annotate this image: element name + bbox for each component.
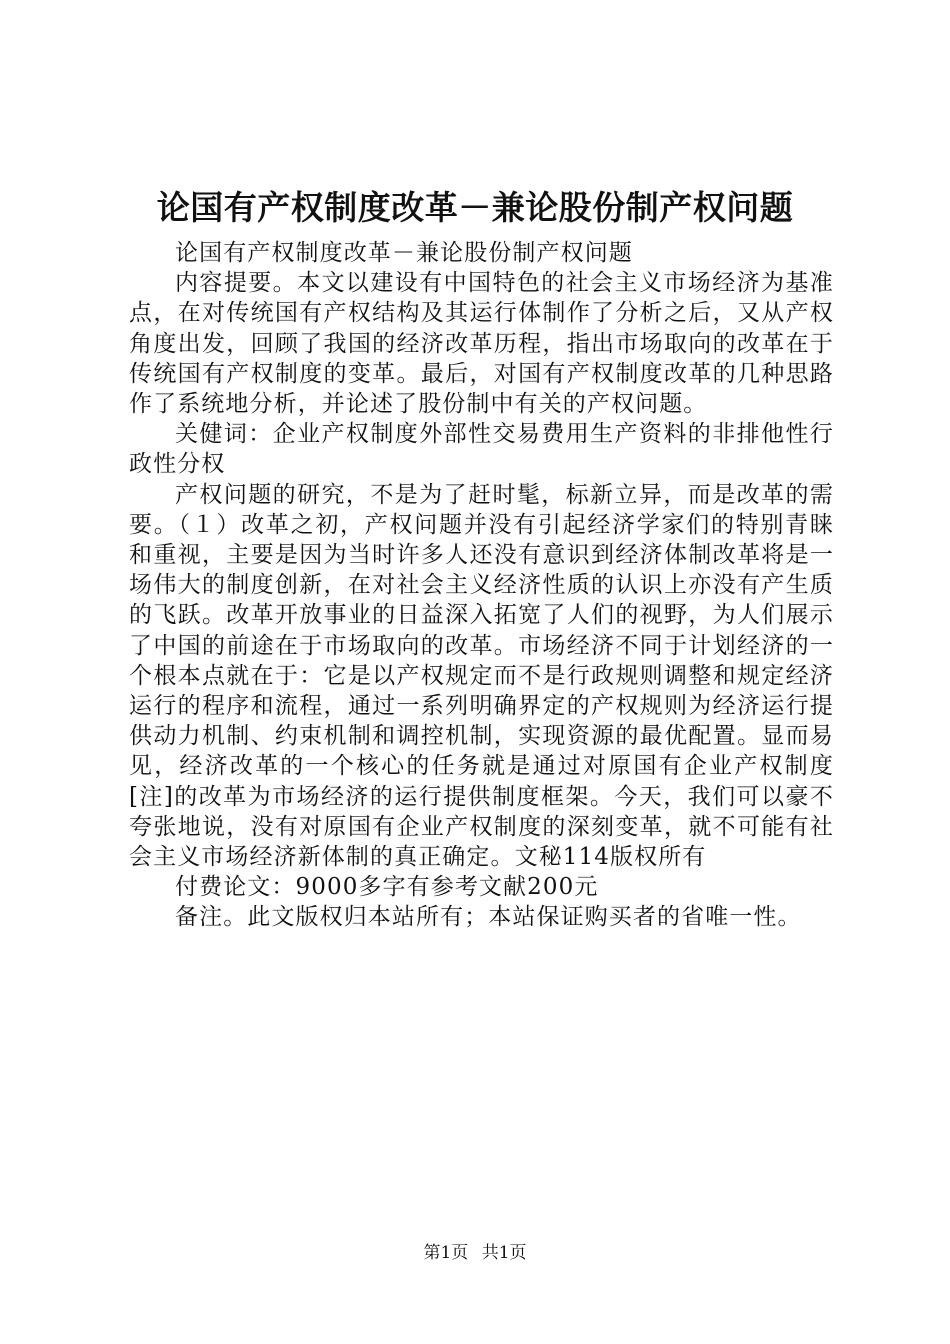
page-total: 共1页	[481, 1243, 527, 1263]
abstract-paragraph: 内容提要。本文以建设有中国特色的社会主义市场经济为基准点，在对传统国有产权结构及其运行体制作了分析之后，又从产权角度出发，回顾了我国的经济改革历程，指出市场取向的改革在于传统国有产权制度的变革。最后，对国有产权制度改革的几种思路作了系统地分析，并论述了股份制中有关的产权问题。	[129, 270, 834, 418]
subtitle-paragraph: 论国有产权制度改革－兼论股份制产权问题	[175, 240, 633, 266]
fee-paragraph: 付费论文：9000多字有参考文献200元	[175, 874, 599, 901]
page-number: 第1页	[423, 1243, 469, 1263]
note-paragraph: 备注。此文版权归本站所有；本站保证购买者的省唯一性。	[175, 904, 802, 931]
document-body	[129, 238, 834, 933]
keywords-paragraph: 关健词：企业产权制度外部性交易费用生产资料的非排他性行政性分权	[129, 421, 834, 478]
page-title: 论国有产权制度改革－兼论股份制产权问题	[156, 188, 794, 227]
main-paragraph: 产权问题的研究，不是为了赶时髦，标新立异，而是改革的需要。（１）改革之初，产权问题并没有引起经济学家们的特别青睐和重视，主要是因为当时许多人还没有意识到经济体制改革将是一场伟大的制度创新，在对社会主义经济性质的认识上亦没有产生质的飞跃。改革开放事业的日益深入拓宽了人们的视野，为人们展示了中国的前途在于市场取向的改革。市场经济不同于计划经济的一个根本点就在于：它是以产权规定而不是行政规则调整和规定经济运行的程序和流程，通过一系列明确界定的产权规则为经济运行提供动力机制、约束机制和调控机制，实现资源的最优配置。显而易见，经济改革的一个核心的任务就是通过对原国有企业产权制度[注]的改革为市场经济的运行提供制度框架。今天，我们可以豪不夸张地说，没有对原国有企业产权制度的深刻变革，就不可能有社会主义市场经济新体制的真正确定。文秘114版权所有	[129, 481, 834, 871]
page-footer	[0, 1241, 950, 1265]
